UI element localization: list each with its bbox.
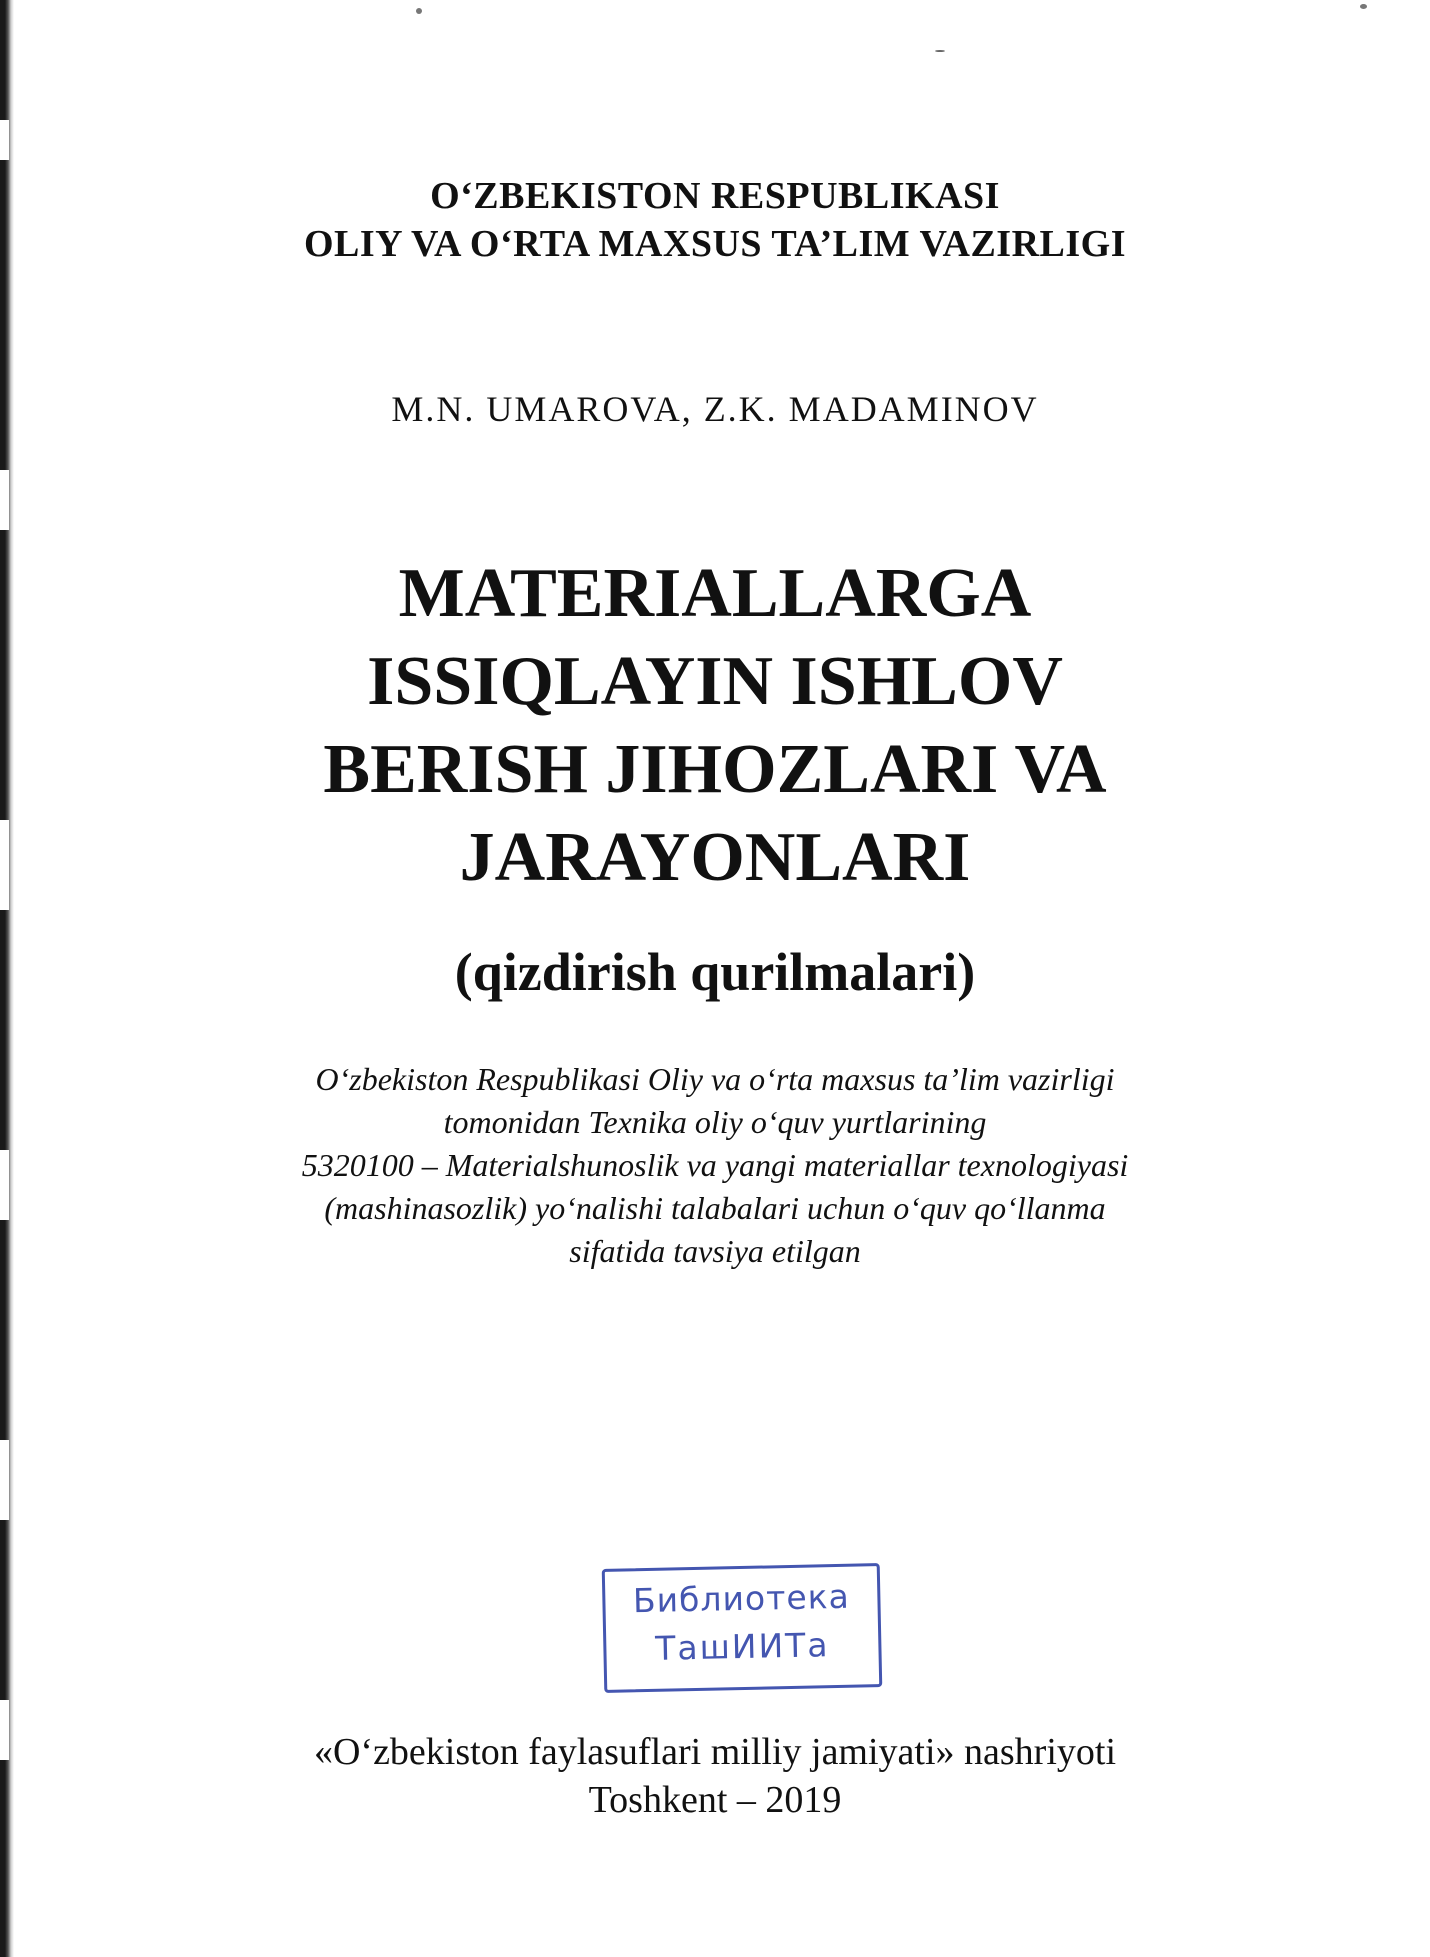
stamp-line-2: ТашИИТа — [654, 1625, 830, 1668]
recommendation-line-4: (mashinasozlik) yo‘nalishi talabalari uchun o‘quv qo‘llanma — [324, 1190, 1106, 1226]
recommendation-note — [0, 1058, 1430, 1273]
title-line-1: MATERIALLARGA — [398, 555, 1032, 632]
recommendation-line-2: tomonidan Texnika oliy o‘quv yurtlarining — [443, 1104, 987, 1140]
publisher-name: «O‘zbekiston faylasuflari milliy jamiyati» nashriyoti — [313, 1731, 1117, 1773]
title-line-4: JARAYONLARI — [459, 819, 971, 896]
ministry-heading — [0, 172, 1430, 268]
ministry-line-1: O‘ZBEKISTON RESPUBLIKASI — [430, 175, 1000, 217]
scan-speck — [1360, 4, 1367, 9]
binding-gap — [0, 1440, 9, 1520]
recommendation-line-3: 5320100 – Materialshunoslik va yangi materiallar texnologiyasi — [301, 1147, 1129, 1183]
binding-gap — [0, 120, 9, 160]
book-subtitle: (qizdirish qurilmalari) — [454, 942, 976, 1002]
title-line-3: BERISH JIHOZLARI VA — [323, 731, 1107, 808]
authors: M.N. UMAROVA, Z.K. MADAMINOV — [391, 389, 1039, 429]
scan-speck — [935, 50, 945, 52]
book-title — [0, 550, 1430, 902]
binding-gap — [0, 470, 9, 530]
recommendation-line-5: sifatida tavsiya etilgan — [569, 1233, 861, 1269]
recommendation-line-1: O‘zbekiston Respublikasi Oliy va o‘rta maxsus ta’lim vazirligi — [315, 1061, 1115, 1097]
publisher-info — [0, 1728, 1430, 1824]
title-line-2: ISSIQLAYIN ISHLOV — [367, 643, 1063, 720]
library-stamp — [602, 1563, 883, 1693]
stamp-line-1: Библиотека — [632, 1576, 851, 1621]
ministry-line-2: OLIY VA O‘RTA MAXSUS TA’LIM VAZIRLIGI — [303, 223, 1127, 265]
publisher-city-year: Toshkent – 2019 — [588, 1779, 842, 1821]
scan-speck — [416, 8, 422, 14]
